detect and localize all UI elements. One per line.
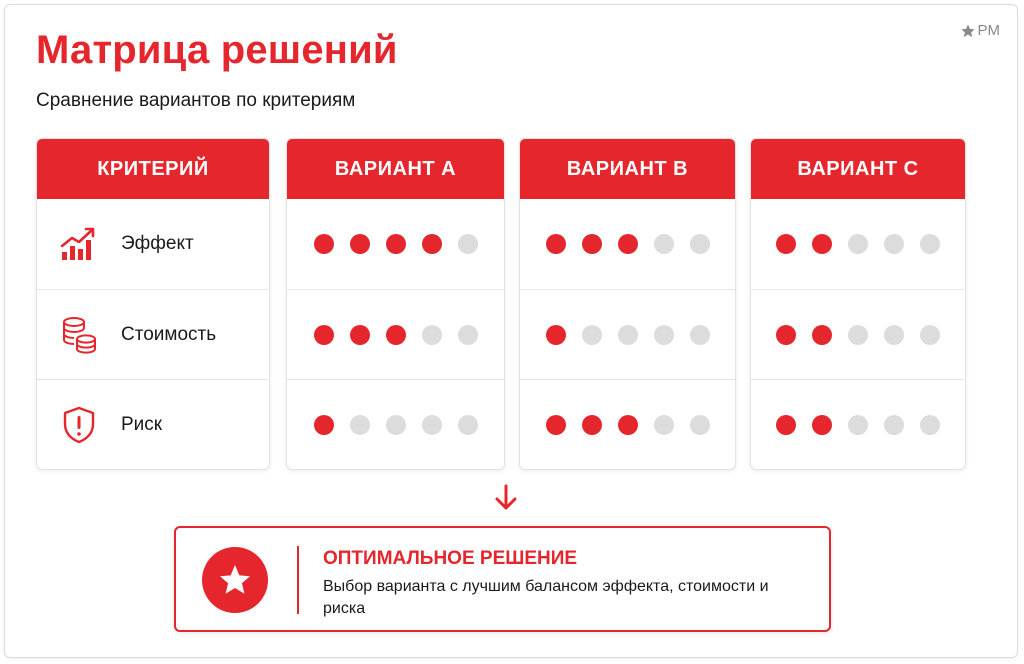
score-dot-empty [884, 234, 904, 254]
score-dot-filled [812, 234, 832, 254]
score-dot-filled [314, 234, 334, 254]
score-dot-empty [690, 415, 710, 435]
score-dot-filled [350, 325, 370, 345]
score-dot-empty [920, 415, 940, 435]
score-dot-empty [458, 325, 478, 345]
score-dot-empty [920, 325, 940, 345]
score-dot-filled [582, 234, 602, 254]
brand-logo [960, 22, 1001, 39]
criteria-column [36, 138, 270, 470]
criterion-label: Стоимость [121, 323, 217, 345]
score-row-effect [751, 199, 965, 289]
score-dot-filled [546, 415, 566, 435]
score-dot-filled [776, 234, 796, 254]
score-dot-filled [386, 325, 406, 345]
criterion-label: Риск [121, 413, 163, 435]
score-dot-filled [314, 415, 334, 435]
variant-c-column [750, 138, 966, 470]
score-dot-filled [812, 325, 832, 345]
score-dot-empty [350, 415, 370, 435]
criterion-label: Эффект [121, 233, 194, 254]
score-row-cost [520, 289, 735, 379]
score-dot-empty [654, 325, 674, 345]
star-icon [202, 547, 268, 613]
arrow-down-icon [494, 484, 518, 512]
score-dot-empty [654, 415, 674, 435]
score-row-effect [520, 199, 735, 289]
score-dot-empty [618, 325, 638, 345]
score-dot-filled [422, 234, 442, 254]
variant-header: ВАРИАНТ A [287, 139, 504, 199]
criterion-row-effect [37, 199, 269, 289]
score-dot-empty [690, 325, 710, 345]
result-text: Выбор варианта с лучшим балансом эффекта, стоимости и риска [323, 578, 769, 617]
score-dot-filled [314, 325, 334, 345]
score-dot-empty [654, 234, 674, 254]
score-row-cost [751, 289, 965, 379]
divider [297, 546, 299, 614]
score-dot-filled [546, 234, 566, 254]
score-dot-empty [690, 234, 710, 254]
score-dot-filled [776, 415, 796, 435]
score-dot-empty [582, 325, 602, 345]
score-dot-filled [386, 234, 406, 254]
score-row-cost [287, 289, 504, 379]
variant-b-column [519, 138, 736, 470]
result-title: ОПТИМАЛЬНОЕ РЕШЕНИЕ [323, 548, 578, 569]
score-dot-filled [546, 325, 566, 345]
warning-shield-icon [57, 403, 101, 447]
score-dot-filled [812, 415, 832, 435]
score-dot-filled [582, 415, 602, 435]
score-dot-empty [920, 234, 940, 254]
score-dot-empty [848, 325, 868, 345]
score-dot-empty [848, 415, 868, 435]
logo-text: PM [977, 22, 1000, 39]
score-row-effect [287, 199, 504, 289]
star-logo-icon [960, 23, 976, 39]
page-title: Матрица решений [36, 28, 398, 72]
score-row-risk [751, 379, 965, 469]
score-dot-empty [848, 234, 868, 254]
score-dot-filled [618, 415, 638, 435]
criteria-header: КРИТЕРИЙ [37, 139, 269, 199]
optimal-solution-box [174, 526, 831, 632]
score-dot-empty [458, 234, 478, 254]
page-subtitle: Сравнение вариантов по критериям [36, 90, 356, 111]
score-dot-empty [386, 415, 406, 435]
score-dot-filled [618, 234, 638, 254]
variant-header: ВАРИАНТ C [751, 139, 965, 199]
score-dot-empty [458, 415, 478, 435]
score-dot-filled [350, 234, 370, 254]
coins-stack-icon [57, 313, 101, 357]
variant-a-column [286, 138, 505, 470]
variant-header: ВАРИАНТ B [520, 139, 735, 199]
score-dot-empty [422, 415, 442, 435]
score-row-risk [287, 379, 504, 469]
score-row-risk [520, 379, 735, 469]
criterion-row-cost [37, 289, 269, 379]
score-dot-filled [776, 325, 796, 345]
score-dot-empty [884, 325, 904, 345]
score-dot-empty [884, 415, 904, 435]
growth-chart-icon [57, 222, 101, 266]
score-dot-empty [422, 325, 442, 345]
criterion-row-risk [37, 379, 269, 469]
